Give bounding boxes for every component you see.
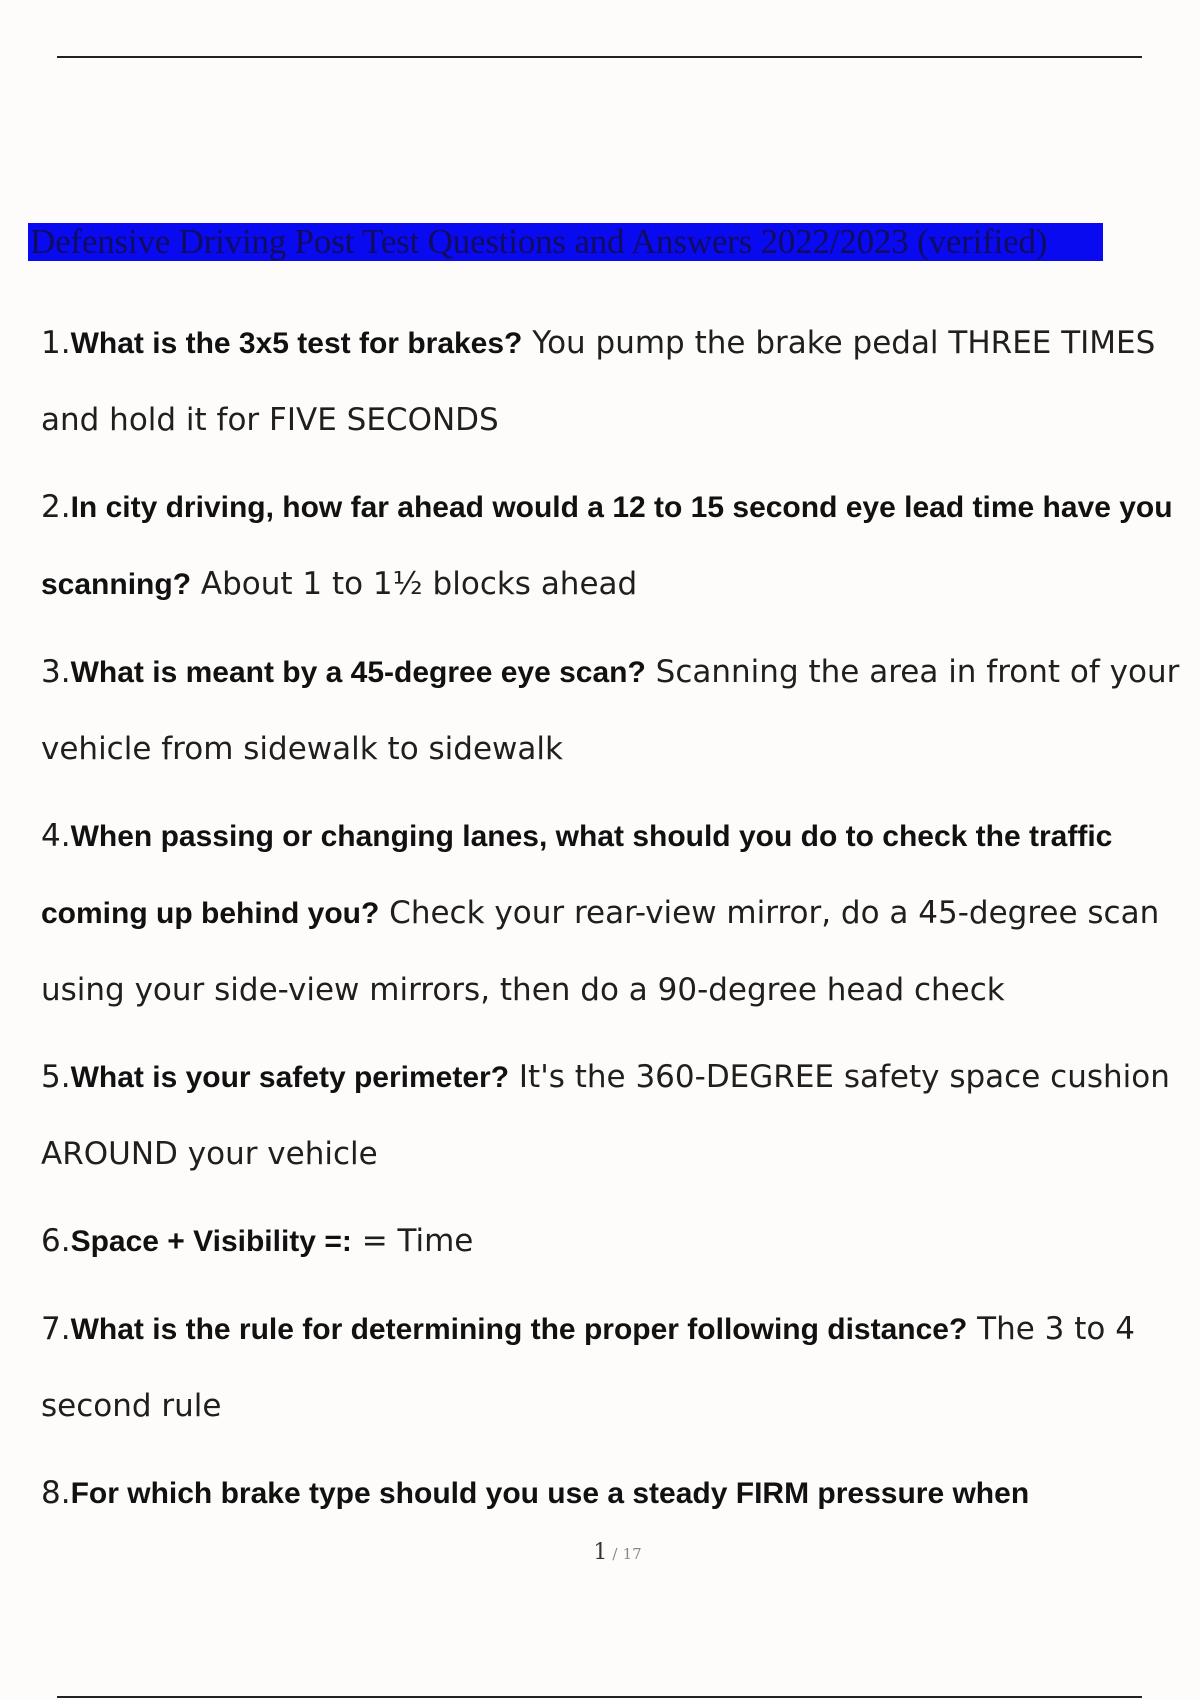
qa-item [41,1039,1196,1192]
qa-answer: About 1 to 1½ blocks ahead [200,566,638,602]
qa-number: 5. [41,1059,71,1095]
qa-question: What is your safety perimeter? [70,1061,510,1094]
qa-question: Space + Visibility =: [70,1225,352,1258]
qa-question: When passing or changing lanes, what should you do to check the traffic coming up behind you? [41,820,1113,930]
qa-number: 4. [41,818,71,854]
qa-answer: Scanning the area in front of your vehicle from sidewalk to sidewalk [41,654,1180,767]
qa-number: 6. [41,1223,71,1259]
qa-answer: It's the 360-DEGREE safety space cushion AROUND your vehicle [41,1059,1170,1172]
qa-answer: Check your rear-view mirror, do a 45-degree scan using your side-view mirrors, then do a 90-degree head check [41,895,1160,1008]
qa-question: What is the rule for determining the proper following distance? [70,1313,968,1346]
page-separator: / [612,1545,618,1563]
bottom-rule [57,1696,1142,1698]
page-total: 17 [622,1545,642,1563]
qa-question: What is meant by a 45-degree eye scan? [70,656,646,689]
qa-list [41,305,1196,1543]
qa-number: 3. [41,654,71,690]
qa-item [41,1455,1196,1532]
qa-item [41,1203,1196,1280]
title-highlight [28,223,1103,261]
qa-question: For which brake type should you use a steady FIRM pressure when [70,1477,1030,1510]
qa-item [41,305,1196,458]
top-rule [57,56,1142,58]
page-current: 1 [593,1540,608,1565]
qa-answer: You pump the brake pedal THREE TIMES and hold it for FIVE SECONDS [41,325,1156,438]
qa-item [41,634,1196,787]
qa-question: In city driving, how far ahead would a 12 to 15 second eye lead time have you scanning? [41,491,1173,601]
qa-question: What is the 3x5 test for brakes? [70,327,523,360]
page-number [0,1540,1200,1565]
qa-number: 2. [41,489,71,525]
qa-number: 1. [41,325,71,361]
qa-item [41,1291,1196,1444]
document-title: Defensive Driving Post Test Questions and Answers 2022/2023 (verified) [30,223,1048,261]
qa-answer: = Time [361,1223,474,1259]
qa-item [41,469,1196,623]
qa-item [41,798,1196,1028]
qa-answer: The 3 to 4 second rule [41,1311,1135,1424]
qa-number: 7. [41,1311,71,1347]
qa-number: 8. [41,1475,71,1511]
